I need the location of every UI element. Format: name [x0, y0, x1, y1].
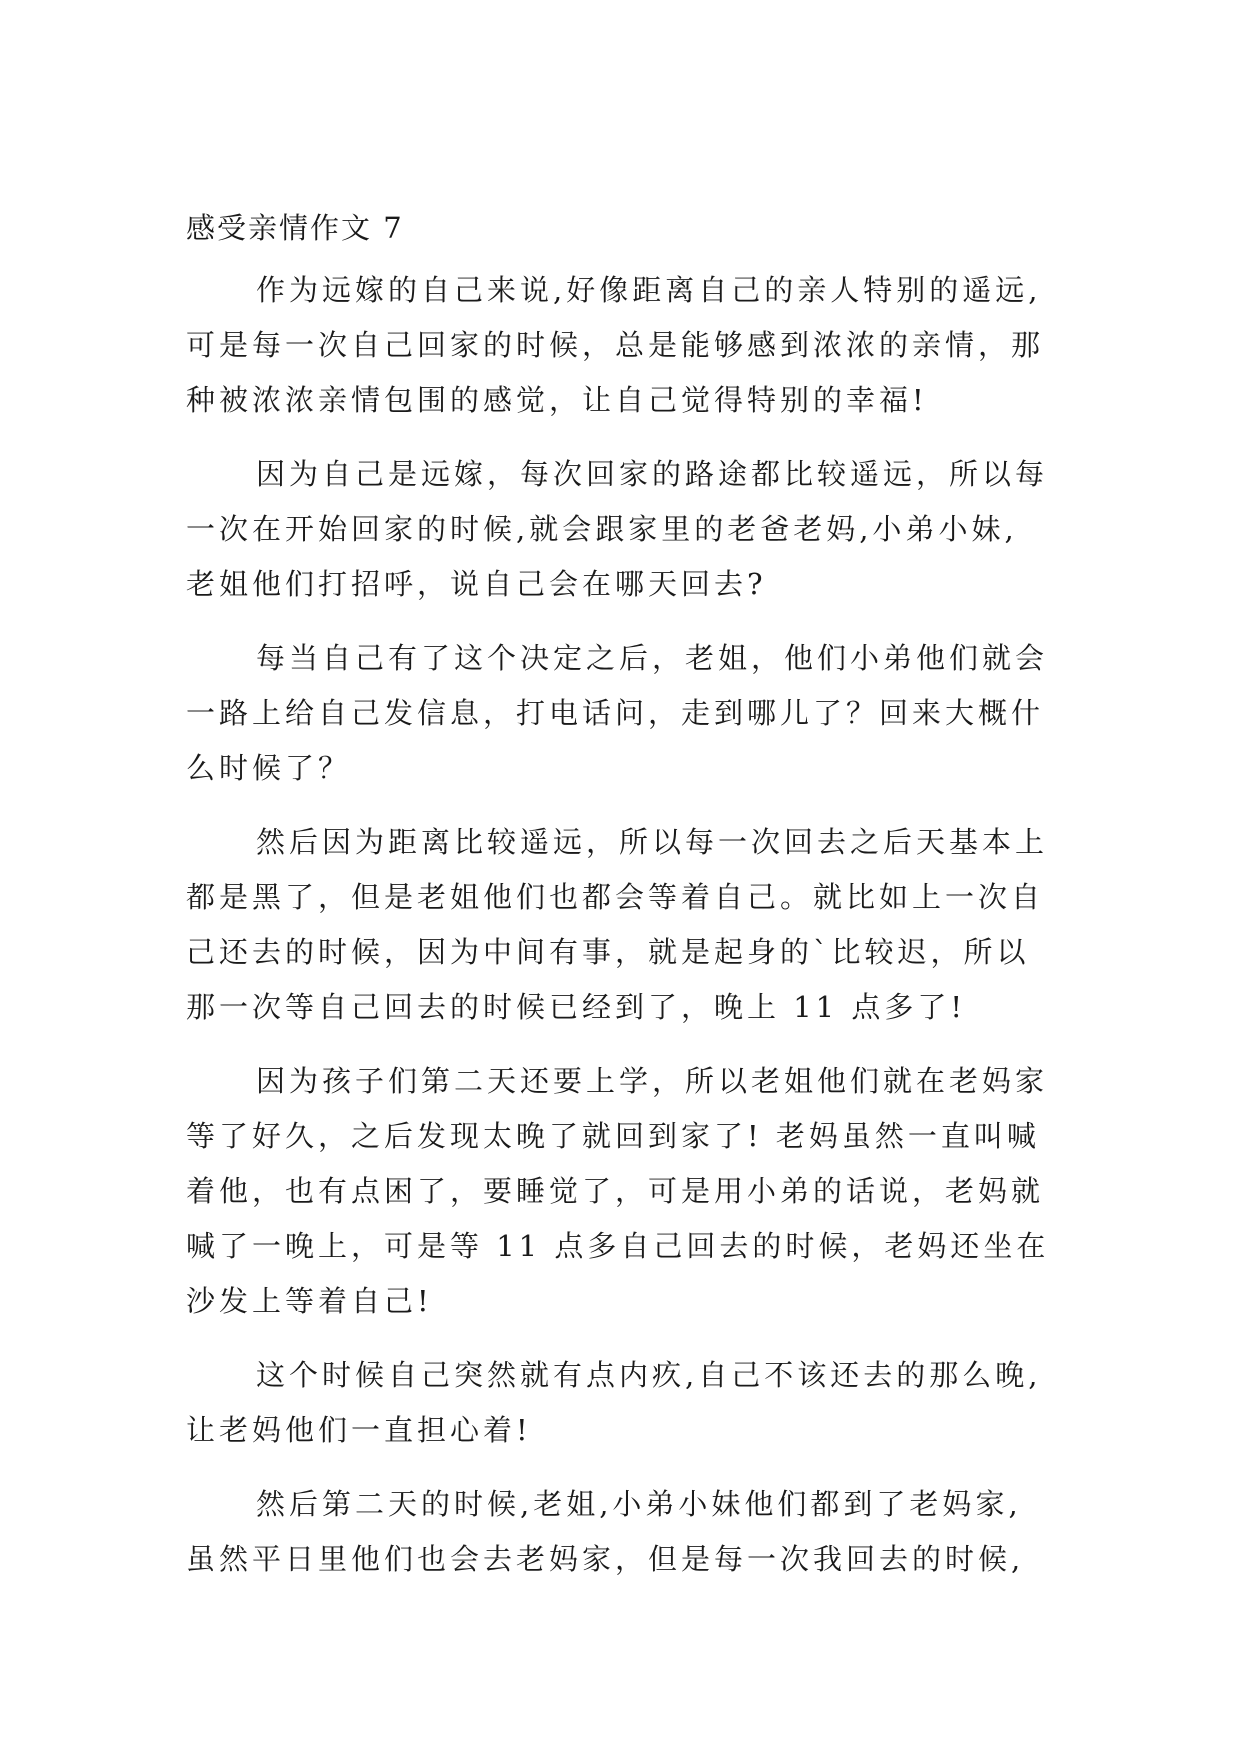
text-line: 一路上给自己发信息，打电话问，走到哪儿了？回来大概什: [186, 696, 1045, 730]
text-line: 种被浓浓亲情包围的感觉，让自己觉得特别的幸福!: [186, 383, 928, 417]
text-line: 每当自己有了这个决定之后，老姐，他们小弟他们就会: [256, 641, 1049, 675]
paragraph: [186, 1054, 1086, 1329]
text-line: 可是每一次自己回家的时候，总是能够感到浓浓的亲情，那: [186, 328, 1045, 362]
paragraph: [186, 815, 1086, 1035]
paragraph: [186, 447, 1086, 612]
text-line: 喊了一晚上，可是等 11 点多自己回去的时候，老妈还坐在: [186, 1229, 1050, 1263]
text-line: 一次在开始回家的时候,就会跟家里的老爸老妈,小弟小妹,: [186, 512, 1018, 546]
document-title: 感受亲情作文 7: [186, 211, 404, 245]
paragraph: [186, 631, 1086, 796]
text-line: 沙发上等着自己!: [186, 1284, 433, 1318]
text-line: 然后第二天的时候,老姐,小弟小妹他们都到了老妈家,: [256, 1487, 1022, 1521]
text-line: 着他，也有点困了，要睡觉了，可是用小弟的话说，老妈就: [186, 1174, 1045, 1208]
text-line: 都是黑了，但是老姐他们也都会等着自己。就比如上一次自: [186, 880, 1045, 914]
text-line: 因为孩子们第二天还要上学，所以老姐他们就在老妈家: [256, 1064, 1049, 1098]
text-line: 然后因为距离比较遥远，所以每一次回去之后天基本上: [256, 825, 1049, 859]
text-line: 让老妈他们一直担心着!: [186, 1413, 532, 1447]
paragraph: [186, 1348, 1086, 1458]
text-line: 么时候了？: [186, 751, 352, 785]
text-line: 作为远嫁的自己来说,好像距离自己的亲人特别的遥远,: [256, 273, 1042, 307]
text-line: 虽然平日里他们也会去老妈家，但是每一次我回去的时候,: [186, 1542, 1025, 1576]
text-line: 因为自己是远嫁，每次回家的路途都比较遥远，所以每: [256, 457, 1049, 491]
text-line: 这个时候自己突然就有点内疚,自己不该还去的那么晚,: [256, 1358, 1042, 1392]
text-line: 老姐他们打招呼，说自己会在哪天回去?: [186, 567, 767, 601]
document-body: [186, 212, 1086, 1587]
text-line: 那一次等自己回去的时候已经到了，晚上 11 点多了!: [186, 990, 966, 1024]
paragraph: [186, 1477, 1086, 1587]
text-line: 己还去的时候，因为中间有事，就是起身的`比较迟，所以: [186, 935, 1030, 969]
text-line: 等了好久，之后发现太晚了就回到家了! 老妈虽然一直叫喊: [186, 1119, 1040, 1153]
paragraph: [186, 263, 1086, 428]
